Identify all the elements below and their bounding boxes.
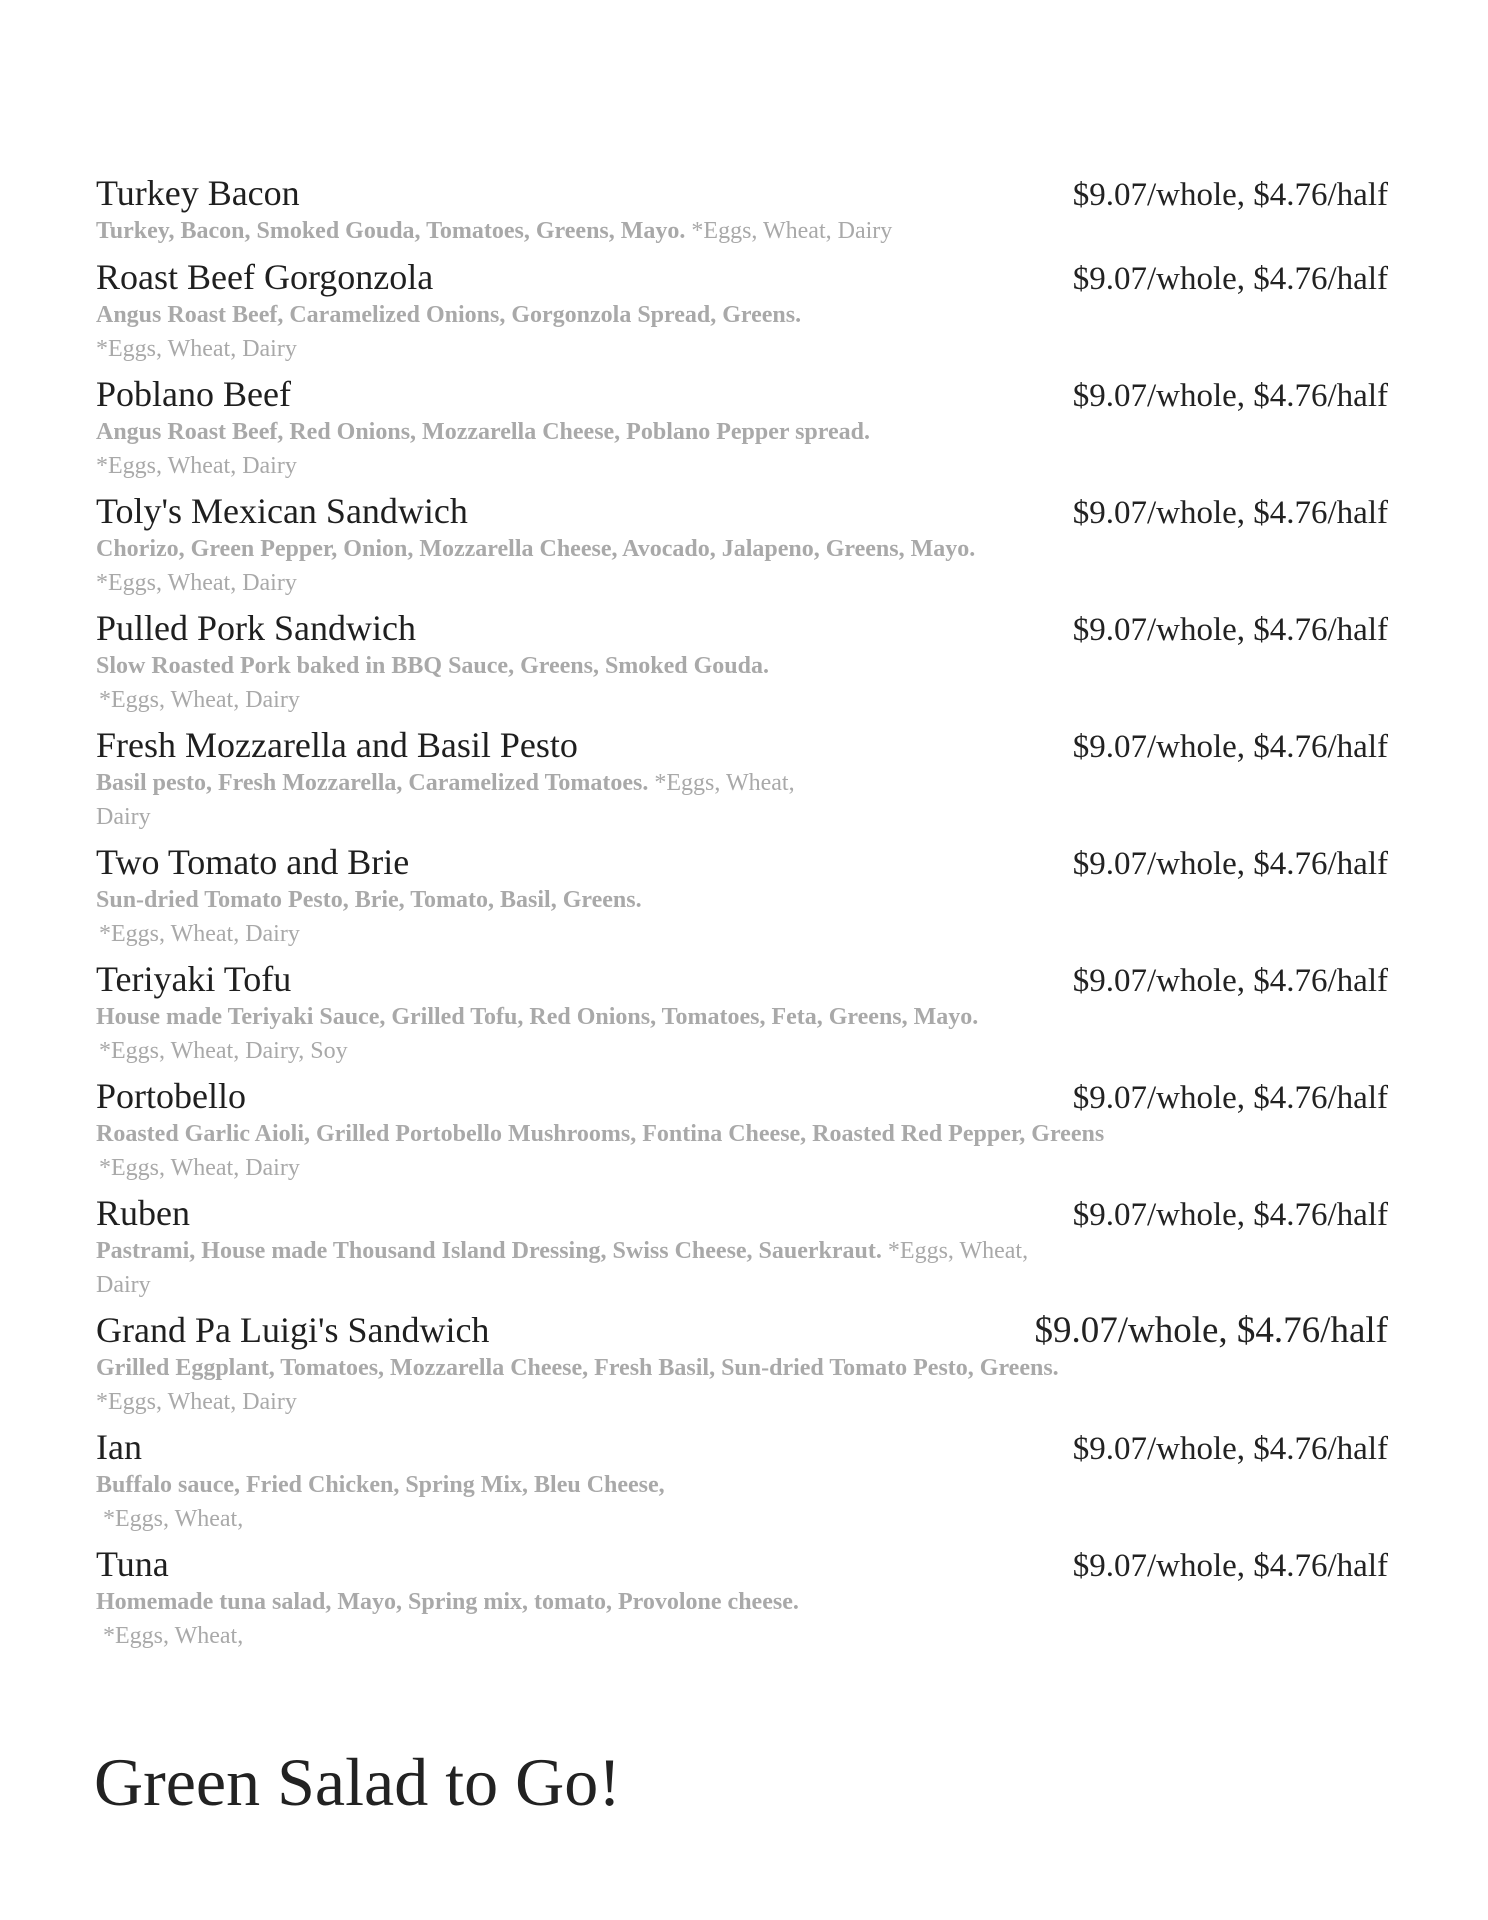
section-title: Green Salad to Go!	[94, 1744, 621, 1820]
item-allergens: *Eggs, Wheat, Dairy	[99, 1155, 300, 1181]
item-name: Poblano Beef	[96, 374, 291, 414]
item-allergens: *Eggs, Wheat,	[103, 1506, 244, 1532]
item-price: $9.07/whole, $4.76/half	[1072, 177, 1388, 213]
item-name: Roast Beef Gorgonzola	[96, 257, 434, 297]
item-price: $9.07/whole, $4.76/half	[1072, 1080, 1388, 1116]
item-name: Fresh Mozzarella and Basil Pesto	[96, 725, 578, 765]
item-ingredients: Roasted Garlic Aioli, Grilled Portobello Mushrooms, Fontina Cheese, Roasted Red Pepper, Greens	[96, 1121, 1105, 1147]
item-ingredients: Pastrami, House made Thousand Island Dressing, Swiss Cheese, Sauerkraut.	[96, 1238, 882, 1264]
sandwich-menu	[96, 172, 1388, 1660]
menu-item-poblano-beef	[96, 373, 1388, 490]
menu-item-tolys-mexican-sandwich	[96, 490, 1388, 607]
item-name: Grand Pa Luigi's Sandwich	[96, 1310, 490, 1350]
item-allergens: *Eggs, Wheat, Dairy	[96, 1238, 1029, 1298]
menu-item-tuna	[96, 1543, 1388, 1660]
item-name: Toly's Mexican Sandwich	[96, 491, 468, 531]
item-price: $9.07/whole, $4.76/half	[1072, 612, 1388, 648]
item-ingredients: Homemade tuna salad, Mayo, Spring mix, tomato, Provolone cheese.	[96, 1589, 799, 1615]
item-price: $9.07/whole, $4.76/half	[1072, 495, 1388, 531]
item-price: $9.07/whole, $4.76/half	[1072, 1197, 1388, 1233]
item-name: Ruben	[96, 1193, 190, 1233]
item-price: $9.07/whole, $4.76/half	[1072, 846, 1388, 882]
menu-item-ruben	[96, 1192, 1388, 1309]
item-name: Portobello	[96, 1076, 246, 1116]
menu-item-portobello	[96, 1075, 1388, 1192]
item-allergens: *Eggs, Wheat, Dairy	[96, 1389, 297, 1415]
item-price: $9.07/whole, $4.76/half	[1072, 963, 1388, 999]
item-allergens: *Eggs, Wheat, Dairy	[691, 218, 893, 244]
item-allergens: *Eggs, Wheat, Dairy, Soy	[99, 1038, 348, 1064]
item-ingredients: Slow Roasted Pork baked in BBQ Sauce, Greens, Smoked Gouda.	[96, 653, 769, 679]
item-price: $9.07/whole, $4.76/half	[1072, 261, 1388, 297]
item-ingredients: Turkey, Bacon, Smoked Gouda, Tomatoes, Greens, Mayo.	[96, 218, 686, 244]
menu-item-fresh-mozzarella-basil-pesto	[96, 724, 1388, 841]
item-ingredients: Angus Roast Beef, Red Onions, Mozzarella Cheese, Poblano Pepper spread.	[96, 419, 870, 445]
item-price: $9.07/whole, $4.76/half	[1072, 1548, 1388, 1584]
item-ingredients: Basil pesto, Fresh Mozzarella, Caramelized Tomatoes.	[96, 770, 649, 796]
menu-item-pulled-pork-sandwich	[96, 607, 1388, 724]
item-name: Ian	[96, 1427, 142, 1467]
item-ingredients: Angus Roast Beef, Caramelized Onions, Gorgonzola Spread, Greens.	[96, 302, 802, 328]
item-ingredients: Buffalo sauce, Fried Chicken, Spring Mix, Bleu Cheese,	[96, 1472, 665, 1498]
menu-item-turkey-bacon	[96, 172, 1388, 256]
item-name: Two Tomato and Brie	[96, 842, 410, 882]
menu-item-teriyaki-tofu	[96, 958, 1388, 1075]
menu-item-two-tomato-and-brie	[96, 841, 1388, 958]
item-allergens: *Eggs, Wheat, Dairy	[96, 570, 297, 596]
item-allergens: *Eggs, Wheat, Dairy	[96, 770, 795, 830]
item-allergens: *Eggs, Wheat,	[103, 1623, 244, 1649]
item-name: Teriyaki Tofu	[96, 959, 292, 999]
item-name: Turkey Bacon	[96, 173, 300, 213]
menu-item-roast-beef-gorgonzola	[96, 256, 1388, 373]
item-name: Pulled Pork Sandwich	[96, 608, 416, 648]
item-price: $9.07/whole, $4.76/half	[1072, 1431, 1388, 1467]
item-allergens: *Eggs, Wheat, Dairy	[96, 453, 297, 479]
menu-item-ian	[96, 1426, 1388, 1543]
item-allergens: *Eggs, Wheat, Dairy	[99, 921, 300, 947]
menu-item-grand-pa-luigis-sandwich	[96, 1309, 1388, 1426]
item-ingredients: Sun-dried Tomato Pesto, Brie, Tomato, Basil, Greens.	[96, 887, 642, 913]
item-price: $9.07/whole, $4.76/half	[1072, 729, 1388, 765]
item-price: $9.07/whole, $4.76/half	[1034, 1310, 1388, 1351]
item-allergens: *Eggs, Wheat, Dairy	[99, 687, 300, 713]
item-price: $9.07/whole, $4.76/half	[1072, 378, 1388, 414]
item-name: Tuna	[96, 1544, 169, 1584]
item-allergens: *Eggs, Wheat, Dairy	[96, 336, 297, 362]
item-ingredients: Grilled Eggplant, Tomatoes, Mozzarella Cheese, Fresh Basil, Sun-dried Tomato Pesto, Greens.	[96, 1355, 1059, 1381]
item-ingredients: House made Teriyaki Sauce, Grilled Tofu, Red Onions, Tomatoes, Feta, Greens, Mayo.	[96, 1004, 979, 1030]
item-ingredients: Chorizo, Green Pepper, Onion, Mozzarella Cheese, Avocado, Jalapeno, Greens, Mayo.	[96, 536, 976, 562]
